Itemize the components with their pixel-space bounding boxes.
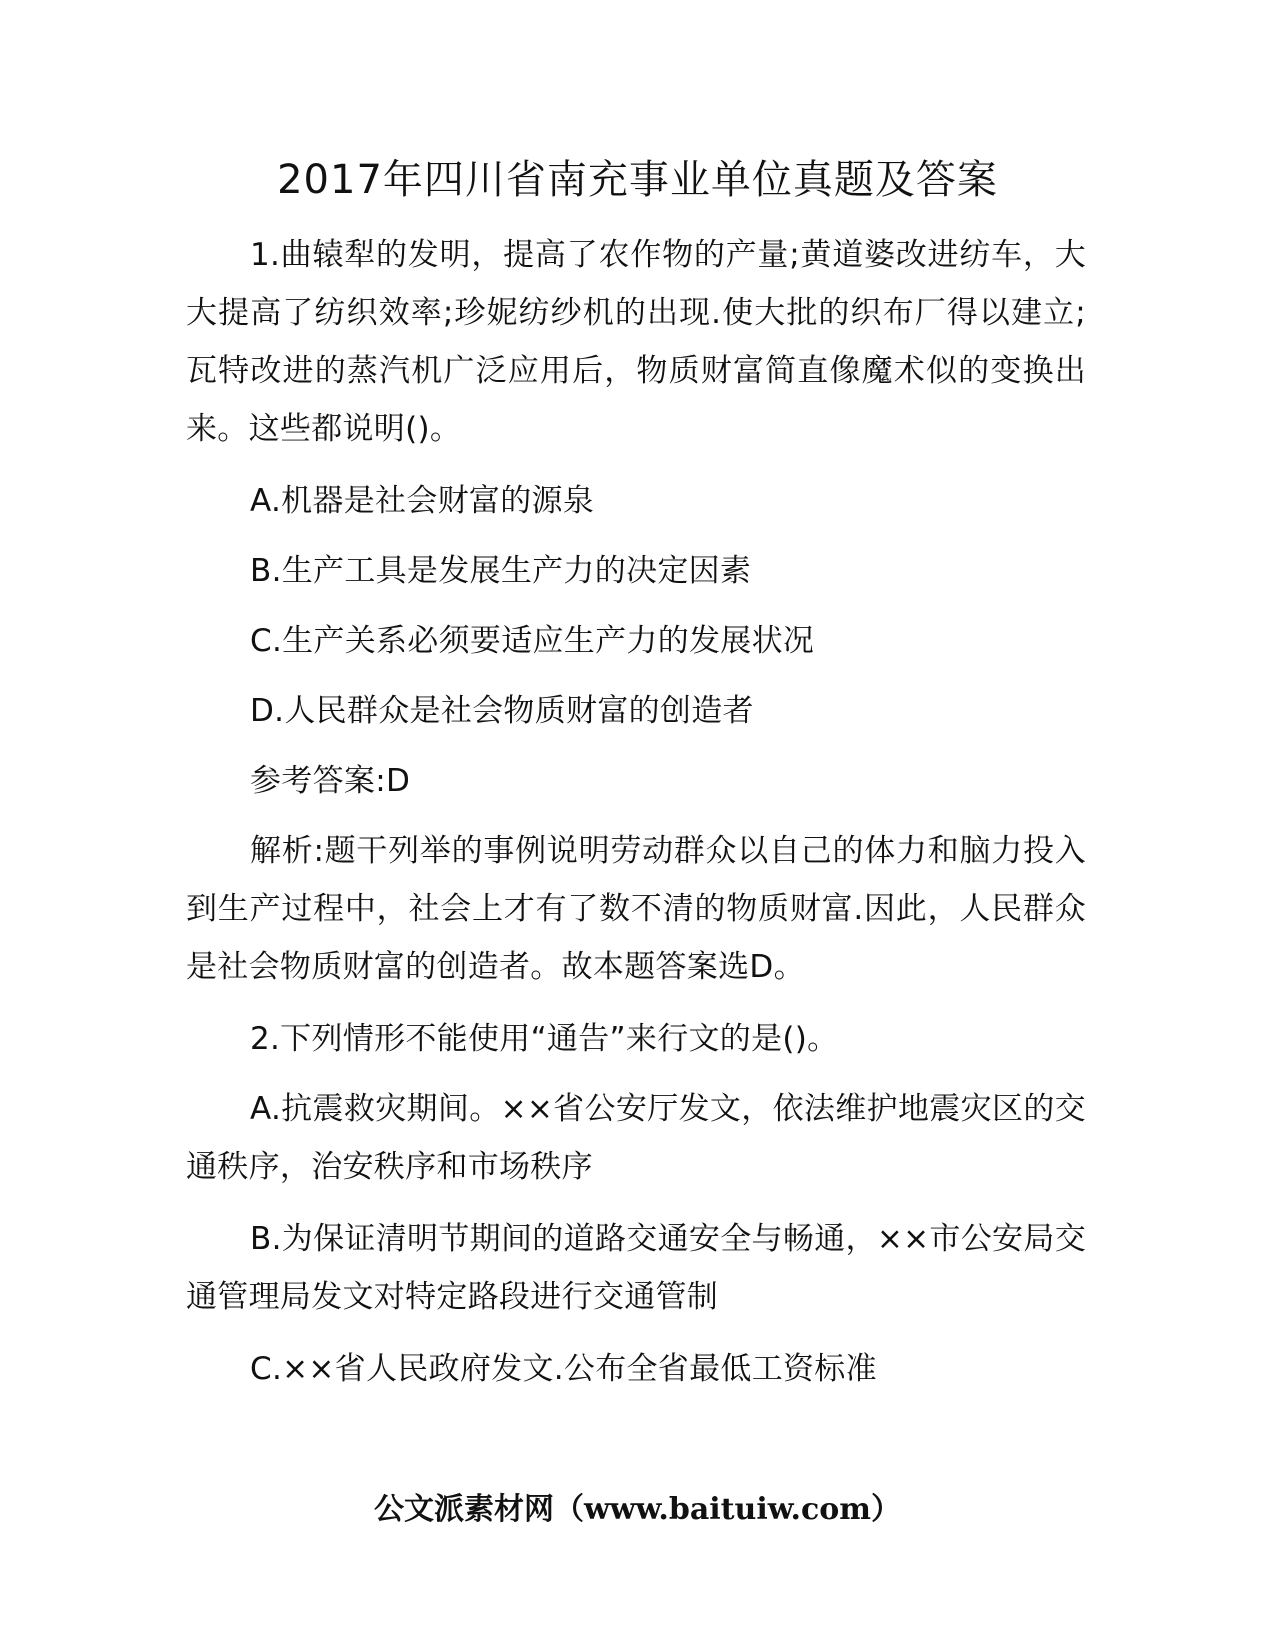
question-2-option-c: C.××省人民政府发文.公布全省最低工资标准 — [250, 1351, 877, 1387]
document-title: 2017年四川省南充事业单位真题及答案 — [277, 157, 998, 203]
question-1-option-d: D.人民群众是社会物质财富的创造者 — [250, 693, 754, 729]
question-1-option-c: C.生产关系必须要适应生产力的发展状况 — [250, 623, 815, 659]
document-body — [186, 226, 1086, 1410]
footer-source: 公文派素材网（www.baituiw.com） — [373, 1492, 902, 1527]
question-1-stem: 1.曲辕犁的发明，提高了农作物的产量;黄道婆改进纺车，大大提高了纺织效率;珍妮纺纱机的出现.使大批的织布厂得以建立;瓦特改进的蒸汽机广泛应用后，物质财富简直像魔术似的变换出来。这些都说明()。 — [186, 237, 1086, 447]
question-2-stem: 2.下列情形不能使用“通告”来行文的是()。 — [250, 1021, 839, 1057]
question-1-answer: 参考答案:D — [250, 763, 411, 799]
question-1-explanation: 解析:题干列举的事例说明劳动群众以自己的体力和脑力投入到生产过程中，社会上才有了数不清的物质财富.因此，人民群众是社会物质财富的创造者。故本题答案选D。 — [186, 833, 1086, 985]
question-1-option-a: A.机器是社会财富的源泉 — [250, 483, 595, 519]
question-2-option-b: B.为保证清明节期间的道路交通安全与畅通，××市公安局交通管理局发文对特定路段进行交通管制 — [186, 1221, 1086, 1315]
question-1-option-b: B.生产工具是发展生产力的决定因素 — [250, 553, 752, 589]
question-2-option-a: A.抗震救灾期间。××省公安厅发文，依法维护地震灾区的交通秩序，治安秩序和市场秩序 — [186, 1091, 1086, 1185]
